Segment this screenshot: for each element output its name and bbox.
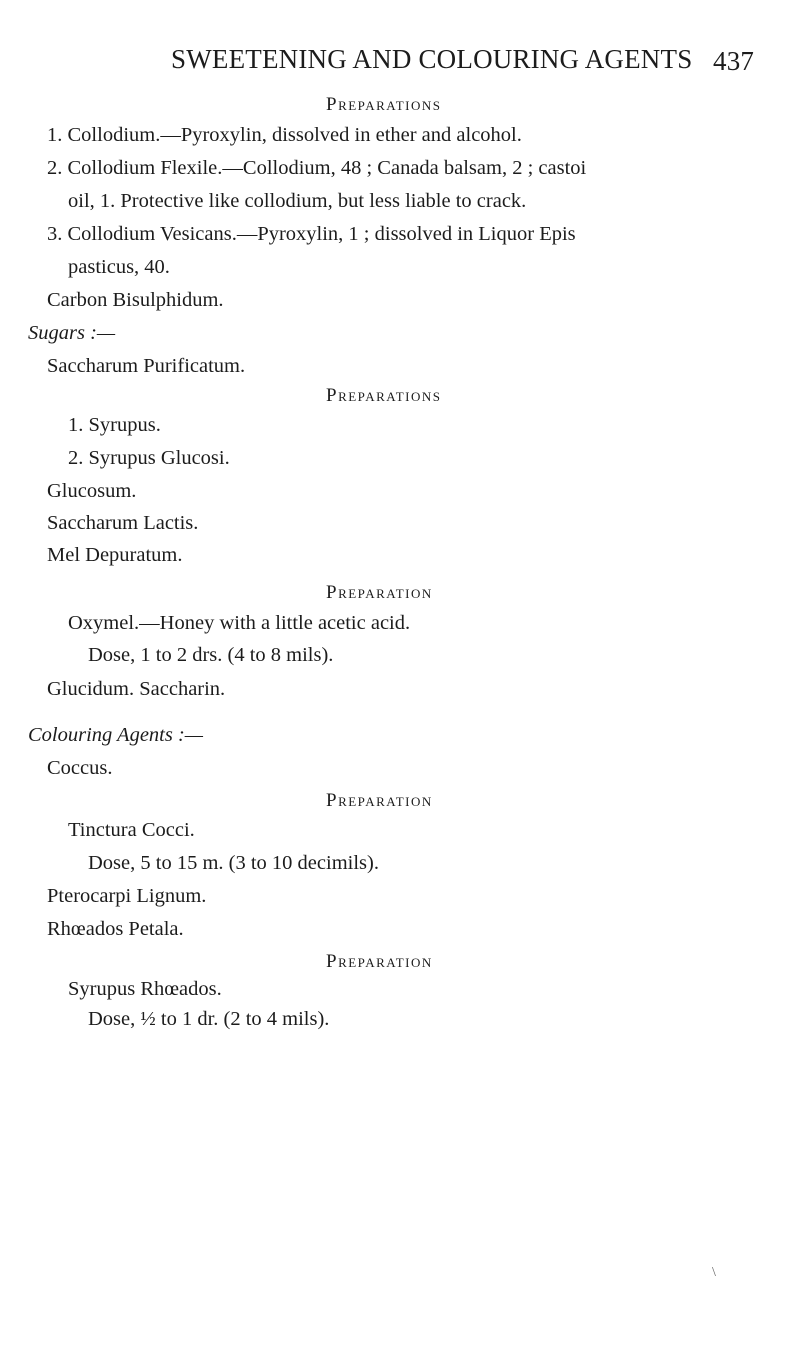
subsection-heading: Colouring Agents :— bbox=[28, 724, 204, 746]
subsection-heading: Sugars :— bbox=[28, 322, 116, 344]
text-line: Tinctura Cocci. bbox=[68, 819, 195, 841]
text-line: Carbon Bisulphidum. bbox=[47, 289, 224, 311]
text-line: Glucidum. Saccharin. bbox=[47, 678, 226, 700]
running-header-title: SWEETENING AND COLOURING AGENTS bbox=[171, 44, 693, 74]
text-line: oil, 1. Protective like collodium, but less liable to crack. bbox=[68, 190, 527, 212]
text-line: Dose, 5 to 15 m. (3 to 10 decimils). bbox=[88, 852, 379, 874]
text-line: Mel Depuratum. bbox=[47, 544, 183, 566]
text-line: Syrupus Rhœados. bbox=[68, 978, 222, 1000]
text-line: 2. Syrupus Glucosi. bbox=[68, 447, 230, 469]
text-line: Dose, 1 to 2 drs. (4 to 8 mils). bbox=[88, 644, 334, 666]
text-line: Dose, ½ to 1 dr. (2 to 4 mils). bbox=[88, 1008, 330, 1030]
text-line: pasticus, 40. bbox=[68, 256, 170, 278]
section-heading: Preparation bbox=[326, 582, 433, 603]
text-line: 3. Collodium Vesicans.—Pyroxylin, 1 ; dissolved in Liquor Epis bbox=[47, 223, 576, 245]
text-line: Saccharum Lactis. bbox=[47, 512, 199, 534]
text-line: Saccharum Purificatum. bbox=[47, 355, 246, 377]
text-line: 1. Collodium.—Pyroxylin, dissolved in ether and alcohol. bbox=[47, 124, 522, 146]
text-line: Coccus. bbox=[47, 757, 113, 779]
section-heading: Preparations bbox=[326, 94, 442, 115]
page-number: 437 bbox=[713, 46, 755, 76]
text-line: Rhœados Petala. bbox=[47, 918, 184, 940]
text-line: Glucosum. bbox=[47, 480, 137, 502]
text-line: 2. Collodium Flexile.—Collodium, 48 ; Canada balsam, 2 ; castoi bbox=[47, 157, 587, 179]
section-heading: Preparation bbox=[326, 951, 433, 972]
text-line: Oxymel.—Honey with a little acetic acid. bbox=[68, 612, 411, 634]
section-heading: Preparation bbox=[326, 790, 433, 811]
text-line: Pterocarpi Lignum. bbox=[47, 885, 207, 907]
text-line: 1. Syrupus. bbox=[68, 414, 161, 436]
stray-mark: \ bbox=[712, 1265, 716, 1280]
section-heading: Preparations bbox=[326, 385, 442, 406]
